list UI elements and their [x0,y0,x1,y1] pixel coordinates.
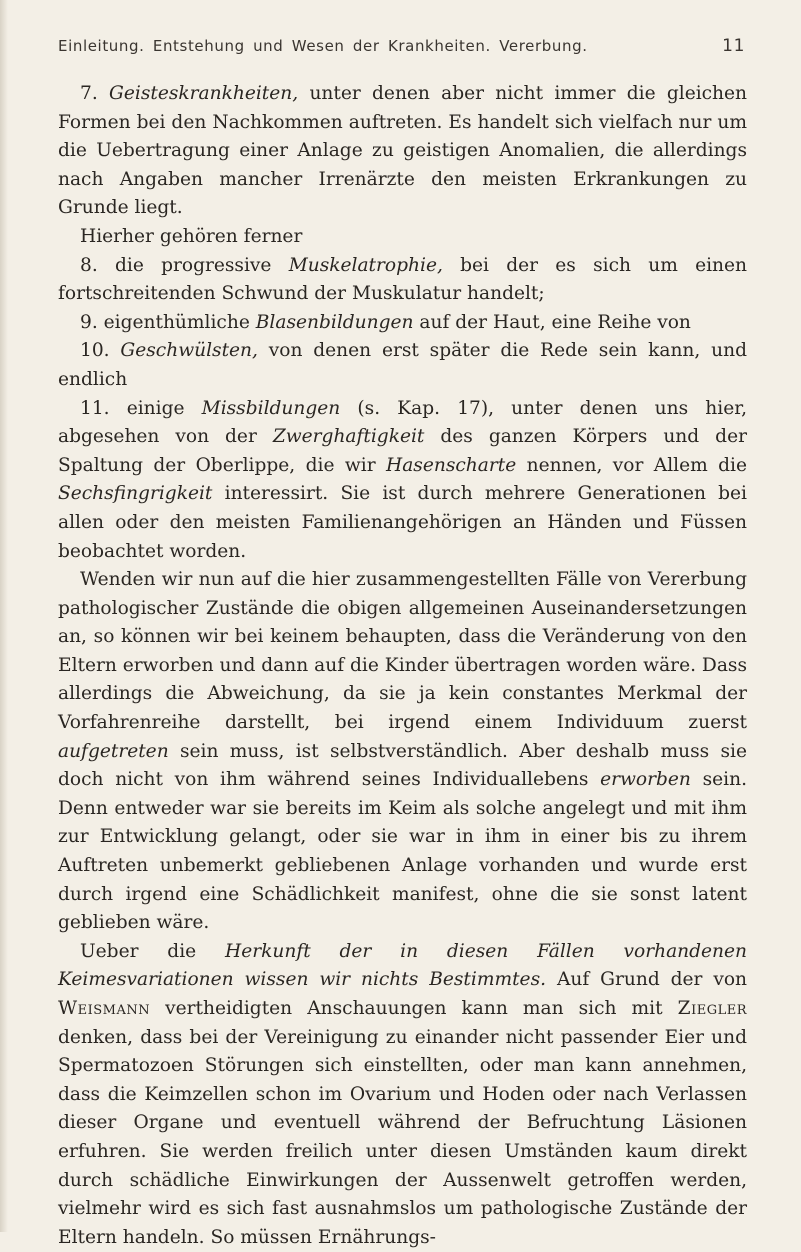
paragraph-wenden [58,566,747,938]
paragraph-7 [58,80,747,223]
paragraph-text: bei der es sich um einen fortschreitenden Schwund der Muskulatur handelt; [58,254,747,305]
paragraph-10 [58,337,747,394]
term-hasenscharte: Hasenscharte [386,454,517,476]
term-zwerghaftigkeit: Zwerghaftigkeit [272,426,425,448]
paragraph-text: vertheidigten Anschauungen kann man sich mit [165,998,663,1019]
paragraph-text: des ganzen Körpers und der Spaltung der Oberlippe, die wir [58,426,747,476]
paragraph-text: auf der Haut, eine Reihe von [419,311,691,333]
body-text [58,80,747,1252]
paragraph-text: Wenden wir nun auf die hier zusammengestellten Fälle von Vererbung pathologischer Zustände die obigen allgemeinen Auseinandersetzungen an, so können wir bei keinem behaupten, dass die Veränderung von den Eltern erworben und dann auf die Kinder übertragen worden wäre. Dass allerdings die Abweichung, da sie ja kein constantes Merkmal der Vorfahrenreihe darstellt, bei irgend einem Individuum zuerst [58,569,747,734]
paragraph-text: interessirt. Sie ist durch mehrere Generationen bei allen oder den meisten Familienangehörigen an Händen und Füssen beobachtet worden. [58,483,747,562]
term-blasenbildungen: Blasenbildungen [255,311,414,333]
paragraph-text: Auf Grund der von [556,969,747,991]
running-header [58,36,745,56]
item-number: 7. [80,83,98,104]
term-sechsfingrigkeit: Sechsfingrigkeit [58,483,213,505]
term-muskelatrophie: Muskelatrophie, [288,254,443,276]
paragraph-text: 11. einige [80,397,185,419]
paragraph-9 [58,309,747,338]
author-ziegler: Ziegler [677,998,747,1019]
paragraph-text: sein muss, ist selbstverständlich. Aber deshalb muss sie doch nicht von ihm während seines Individuallebens [58,740,747,791]
paragraph-ueber [58,938,747,1252]
emphasis-herkunft: Herkunft der in diesen Fällen vorhandenen Keimesvariationen wissen wir nichts Bestimmtes. [58,940,747,991]
paragraph-text: von denen erst später die Rede sein kann, und endlich [58,340,747,390]
paragraph-text: 9. eigenthümliche [80,311,250,333]
paragraph-text: 10. [80,340,110,362]
paragraph-text: (s. Kap. 17), unter denen uns hier, abgesehen von der [58,397,747,448]
term-geisteskrankheiten: Geisteskrankheiten, [109,83,299,104]
paragraph-text: denken, dass bei der Vereinigung zu einander nicht passender Eier und Spermatozoen Störungen sich einstellten, oder man kann annehmen, dass die Keimzellen schon im Ovarium und Hoden oder nach Verlassen dieser Organe und eventuell während der Befruchtung Läsionen erfuhren. Sie werden freilich unter diesen Umständen kaum direkt durch schädliche Einwirkungen der Aussenwelt getroffen werden, vielmehr wird es sich fast ausnahmslos um pathologische Zustände der Eltern handeln. So müssen Ernährungs- [58,1026,747,1248]
paragraph-text: unter denen aber nicht immer die gleichen Formen bei den Nachkommen auftreten. Es handelt sich vielfach nur um die Uebertragung einer Anlage zu geistigen Anomalien, die allerdings nach Angaben mancher Irrenärzte den meisten Erkrankungen zu Grunde liegt. [58,83,748,219]
term-missbildungen: Missbildungen [201,397,341,419]
term-aufgetreten: aufgetreten [58,740,169,762]
paragraph-text: 8. die progressive [80,254,272,276]
paragraph-8 [58,252,747,309]
paragraph-hierher: Hierher gehören ferner [80,225,303,247]
page-number: 11 [722,36,745,56]
paragraph-text: Ueber die [80,940,197,962]
paragraph-text: nennen, vor Allem die [526,454,747,476]
term-erworben: erworben [600,769,691,791]
paragraph-text: sein. Denn entweder war sie bereits im Keim als solche angelegt und mit ihm zur Entwicklung gelangt, oder sie war in ihm in einer bis zu ihrem Auftreten unbemerkt gebliebenen Anlage vorhanden und wurde erst durch irgend eine Schädlichkeit manifest, ohne die sie sonst latent geblieben wäre. [58,769,748,934]
running-title: Einleitung. Entstehung und Wesen der Krankheiten. Vererbung. [58,37,588,55]
author-weismann: Weismann [58,998,151,1019]
term-geschwuelsten: Geschwülsten, [120,340,258,362]
page-edge [0,0,8,1232]
paragraph-11 [58,395,747,567]
